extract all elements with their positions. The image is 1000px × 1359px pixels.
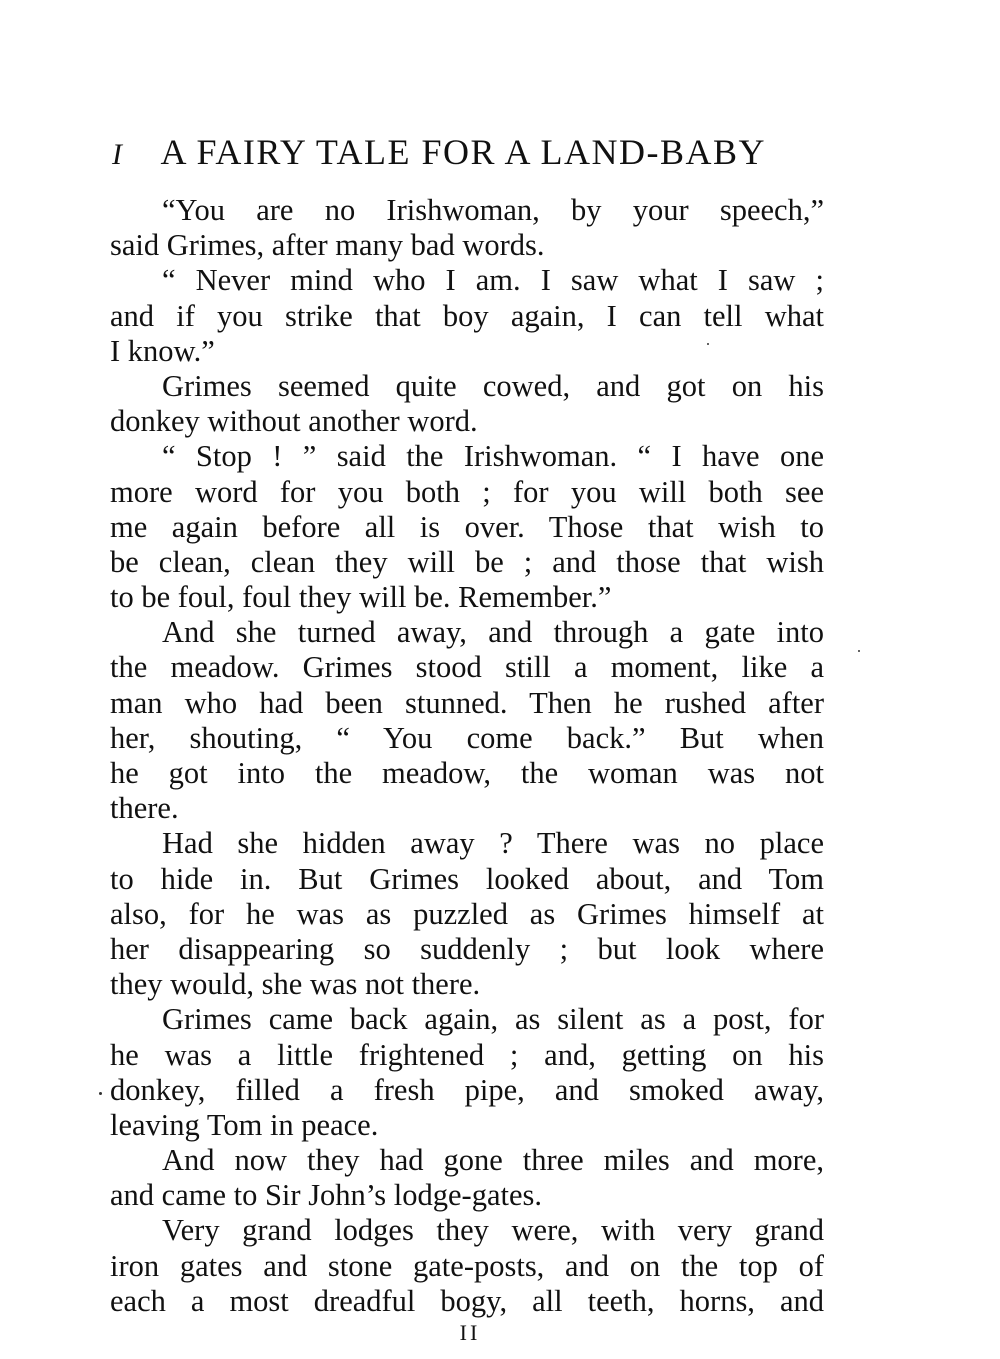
text-line: and came to Sir John’s lodge-gates. <box>110 1178 542 1213</box>
text-line: iron gates and stone gate-posts, and on the top of <box>110 1248 824 1283</box>
text-line: to be foul, foul they will be. Remember.” <box>110 580 612 615</box>
text-line: he was a little frightened ; and, getting on his <box>110 1037 824 1072</box>
text-line: the meadow. Grimes stood still a moment, like a <box>110 650 824 685</box>
text-line: her disappearing so suddenly ; but look where <box>110 931 824 966</box>
text-line: to hide in. But Grimes looked about, and Tom <box>110 861 824 896</box>
text-line: Grimes seemed quite cowed, and got on his <box>162 368 824 403</box>
print-speck <box>707 343 709 345</box>
text-line: be clean, clean they will be ; and those that wish <box>110 544 824 579</box>
text-line: And now they had gone three miles and more, <box>162 1143 824 1178</box>
text-line: also, for he was as puzzled as Grimes himself at <box>110 896 824 931</box>
text-line: donkey, filled a fresh pipe, and smoked away, <box>110 1072 824 1107</box>
text-body <box>110 193 824 1319</box>
text-line: leaving Tom in peace. <box>110 1107 379 1142</box>
print-speck <box>858 650 860 652</box>
chapter-number: I <box>112 138 124 171</box>
print-speck <box>99 1092 102 1095</box>
text-line: they would, she was not there. <box>110 967 481 1002</box>
text-line: said Grimes, after many bad words. <box>110 228 545 263</box>
text-line: man who had been stunned. Then he rushed after <box>110 685 824 720</box>
text-line: Very grand lodges they were, with very grand <box>162 1213 824 1248</box>
text-line: more word for you both ; for you will both see <box>110 474 824 509</box>
text-line: And she turned away, and through a gate into <box>162 615 824 650</box>
text-line: “ Stop ! ” said the Irishwoman. “ I have one <box>162 439 824 474</box>
text-line: donkey without another word. <box>110 404 478 439</box>
text-line: I know.” <box>110 333 215 368</box>
running-head-title: A FAIRY TALE FOR A LAND-BABY <box>160 132 767 172</box>
text-line: he got into the meadow, the woman was not <box>110 756 824 790</box>
text-line: each a most dreadful bogy, all teeth, horns, and <box>110 1283 824 1318</box>
text-line: Had she hidden away ? There was no place <box>162 826 824 861</box>
page-number: II <box>459 1320 481 1345</box>
text-line: and if you strike that boy again, I can tell what <box>110 298 824 333</box>
text-line: Grimes came back again, as silent as a post, for <box>162 1002 824 1037</box>
running-head <box>112 130 832 174</box>
text-line: “ Never mind who I am. I saw what I saw ; <box>162 263 824 298</box>
text-line: her, shouting, “ You come back.” But when <box>110 720 824 755</box>
text-line: there. <box>110 791 179 826</box>
text-line: “You are no Irishwoman, by your speech,” <box>162 193 824 227</box>
text-line: me again before all is over. Those that wish to <box>110 509 824 544</box>
